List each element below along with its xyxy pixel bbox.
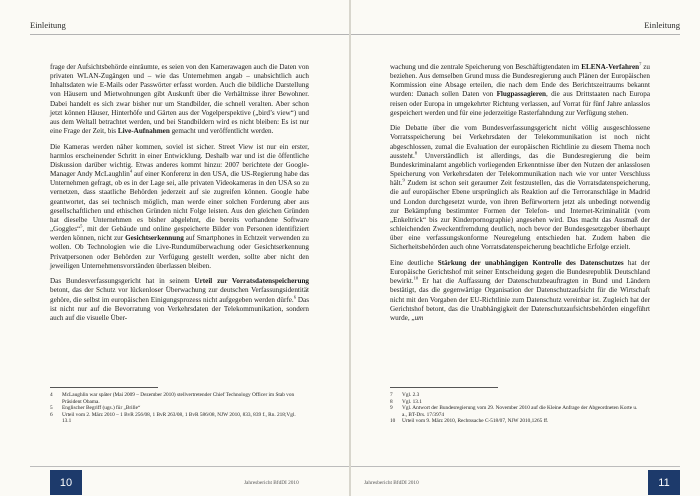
footnotes	[390, 392, 640, 425]
bold-text: ELENA-Verfahren	[581, 63, 640, 71]
footer-rule	[30, 466, 349, 467]
left-page	[0, 0, 349, 496]
header-rule	[351, 34, 680, 35]
text-run: zu beziehen. Aus demselben Grund muss die Bundesregierung auch Plänen der Europäischen Kommission eine Absage erteilen, die nach dem Ende des Berichtszeitraums bekannt wurden: Danach sollen Daten von	[390, 63, 650, 99]
footnote-number: 8	[390, 398, 393, 405]
text-run: betont, das der Schutz vor lückenloser Überwachung zur deutschen Verfassungsidentität gehöre, die selbst im europäischen Einigungsprozess nicht aufgegeben werden dürfe.	[50, 286, 309, 304]
bold-text: Stärkung der unabhängigen Kontrolle des Datenschutzes	[437, 258, 624, 267]
footnote-ref: 6	[293, 294, 297, 300]
bold-text: Urteil zur Vorratsdatenspeicherung	[194, 277, 309, 286]
footnote-text: Vgl. 13.1	[402, 398, 422, 405]
text-run: Das ist nicht nur auf die Bevorratung von Verkehrsdaten der Telekommunikation, sondern auch auf die visuelle Über-	[50, 295, 309, 322]
footnote-ref: 8	[414, 150, 418, 156]
text-run: Zudem ist schon seit geraumer Zeit festzustellen, das die Vorratsdatenspeicherung, die auf europäischer Ebene ursprünglich als Reaktion auf die Terroranschläge in Madrid und London durchgesetzt wurde, von ihren Befürwortern jetzt als unbedingt notwendig zur Bekämpfung bestimmter Formen der Telefon- und Internet-Kriminalität (vom „Enkeltrick“ bis zur Kinderpornographie) angesehen wird. Das macht das Ausmaß der schleichenden Zweckentfremdung deutlich, noch bevor der Bundesgesetzgeber überhaupt über eine verfassungskonforme Neuregelung entschieden hat. Zudem haben die Sicherheitsbehörden auch ohne Vorratsdatenspeicherung beachtliche Erfolge erzielt.	[390, 179, 650, 252]
paragraph	[390, 124, 650, 252]
footnote-number: 9	[390, 405, 393, 411]
footer-text: Jahresbericht BfdDI 2010	[364, 480, 419, 486]
text-run: hat der Europäische Gerichtshof mit seiner Entscheidung gegen die Bundesrepublik Deutschland bewirkt.	[390, 258, 651, 286]
right-page	[351, 0, 700, 496]
footnote-number: 5	[50, 405, 53, 411]
footnote-ref: 7	[639, 61, 642, 67]
footer-text: Jahresbericht BfdDI 2010	[244, 480, 299, 486]
text-run: auf Smartphones in Echtzeit verwenden zu wollen. Ob Technologien wie die Live-Rundumüberwachung oder Gesichtserkennung Privatpersonen oder Behörden zur Verfügung gestellt werden, sollte aber nicht den jeweiligen Unternehmensvorständen überlassen bleiben.	[50, 234, 309, 270]
footnote-number: 10	[390, 418, 396, 424]
page-footer	[351, 456, 680, 496]
footnote-ref: 5	[80, 223, 83, 229]
page-number: 11	[648, 470, 680, 495]
footnote-text: Urteil vom 2. März 2010 – 1 BvR 256/08, 1 BvR 263/08, 1 BvR 586/08, NJW 2010, 833, 839 f., Rn. 218;Vgl. 13.1	[62, 411, 296, 424]
text-run: frage der Aufsichtsbehörde einräumte, es seien von den Kamerawagen auch die Daten von privaten WLAN-Zugängen und – wie das Unternehmen angab – unabsichtlich auch Inhaltsdaten wie E-Mails oder Passwörter erfasst worden. Auch die bildliche Darstellung von Häusern und Mietwohnungen gibt Auskunft über die Verhältnisse ihrer Bewohner. Dabei handelt es sich zwar bisher nur um Standbilder, die schnell veralten. Aber schon jetzt können Häuser, Hinterhöfe und Gärten aus der Vogelperspektive („bird’s view“) und aus dem Weltall betrachtet werden, und bei Standbildern wird es nicht bleiben: Es ist nur eine Frage der Zeit, bis	[50, 63, 309, 136]
footnote-number: 6	[50, 411, 53, 418]
body-text	[50, 63, 309, 329]
footnotes	[50, 392, 300, 425]
footnote-ref: 4	[129, 168, 133, 174]
page-footer	[30, 456, 349, 496]
paragraph	[390, 63, 650, 118]
footnote	[390, 418, 640, 425]
paragraph	[390, 259, 650, 323]
text-run: Er hat die Auffassung der Datenschutzbeauftragten in Bund und Ländern bestätigt, das die gegenwärtige Organisation der Datenschutzaufsicht für die Wirtschaft nicht mit den Vorgaben der EU-Richtlinie zum Datenschutz vereinbar ist. Zugleich hat der Gerichtshof betont, das die Unabhängigkeit der Datenschutzaufsichtsbehörden eingeführt wurde, „	[390, 277, 650, 322]
body-text	[390, 63, 650, 329]
text-run: Unverständlich ist allerdings, das die Bundesregierung die beim Bundeskriminalamt angeblich vorliegenden Erkenntnisse über den Nutzen der anlasslosen Speicherung von Verkehrsdaten der Telekommunikation nach wie vor unter Verschluss hält.	[390, 151, 650, 188]
running-header: Einleitung	[644, 20, 680, 30]
footer-rule	[351, 466, 680, 467]
paragraph	[50, 63, 309, 136]
footnote-ref: 10	[413, 275, 419, 281]
text-run: wachung und die zentrale Speicherung von Beschäftigtendaten im	[390, 63, 582, 71]
footnote	[50, 412, 300, 425]
footnote	[50, 392, 300, 405]
footnote-number: 4	[50, 392, 53, 398]
header-rule	[30, 34, 349, 35]
text-run: Eine deutliche	[390, 258, 438, 267]
page-number: 10	[50, 470, 82, 495]
text-run: Das Bundesverfassungsgericht hat in seinem	[50, 277, 195, 286]
bold-text: Gesichtserkennung	[125, 234, 184, 243]
text-run: , mit der Gebäude und online gespeicherte Bilder von Personen identifiziert werden können, nicht zur	[50, 225, 309, 243]
footnote-text: Vgl. Antwort der Bundesregierung vom 29. November 2010 auf die Kleine Anfrage der Abgeordneten Korte u. a., BT-Drs. 17/3974	[402, 405, 638, 418]
text-run: Die Debatte über die vom Bundesverfassungsgericht nicht völlig ausgeschlossene Vorratsspeicherung bei Verkehrsdaten der Telekommunikation ist noch nicht abgeschlossen, zumal die Evaluation der europäischen Richtlinie zu diesem Thema noch aussteht.	[390, 124, 650, 160]
footnote-text: McLaughlin war später (Mai 2009 – Dezember 2010) stellvertretender Chief Technology Officer im Stab von Präsident Obama.	[62, 392, 295, 405]
footnote-text: Urteil vom 9. März 2010, Rechtssache C-518/07, NJW 2010,1265 ff.	[402, 418, 549, 424]
text-run: , die aus Drittstaaten nach Europa reisen oder Europa in umgekehrter Richtung verlassen, auf Vorrat für fünf Jahre anlasslos gespeichert werden und für eine jederzeitige Rasterfahndung zur Verfügung stehen.	[390, 90, 650, 117]
bold-text: Flugpassagieren	[496, 90, 547, 99]
footnote-number: 7	[390, 392, 393, 398]
text-run: Die Kameras werden näher kommen, soviel ist sicher. Street View ist nur ein erster, harmlos erscheinender Schritt in einer Entwicklung. Deshalb war und ist die öffentliche Diskussion darüber wichtig. Etwas anderes kommt hinzu: 2007 berichtete der Google-Manager Andy McLaughlin	[50, 142, 309, 179]
footnote-text: Vgl. 2.3	[402, 392, 420, 398]
text-run: um	[414, 313, 424, 322]
bold-text: Live-Aufnahmen	[117, 127, 170, 136]
footnote-rule	[390, 387, 498, 388]
text-run: auf einer Konferenz in den USA, die US-Regierung habe das Unternehmen gefragt, ob es in der Lage sei, alle privaten Videokameras in den USA so zu vernetzen, dass staatliche Behörden jederzeit auf sie zugreifen können. Google habe geantwortet, das sei technisch möglich, man werde einer solchen Forderung aber aus gesellschaftlichen und ethischen Gründen nicht Folge leisten. Aus den gleichen Gründen hat dieselbe Unternehmen es bisher abgelehnt, die bereits vorhandene Software „Goggles“	[50, 170, 310, 234]
running-header: Einleitung	[30, 20, 66, 30]
paragraph	[50, 143, 309, 271]
text-run: gemacht und veröffentlicht werden.	[169, 127, 274, 136]
footnote-text: Englischer Begriff (ugs.) für „Brille“	[62, 405, 141, 411]
paragraph	[50, 277, 309, 323]
footnote-rule	[50, 387, 158, 388]
footnote	[390, 405, 640, 418]
footnote-ref: 9	[402, 177, 405, 183]
